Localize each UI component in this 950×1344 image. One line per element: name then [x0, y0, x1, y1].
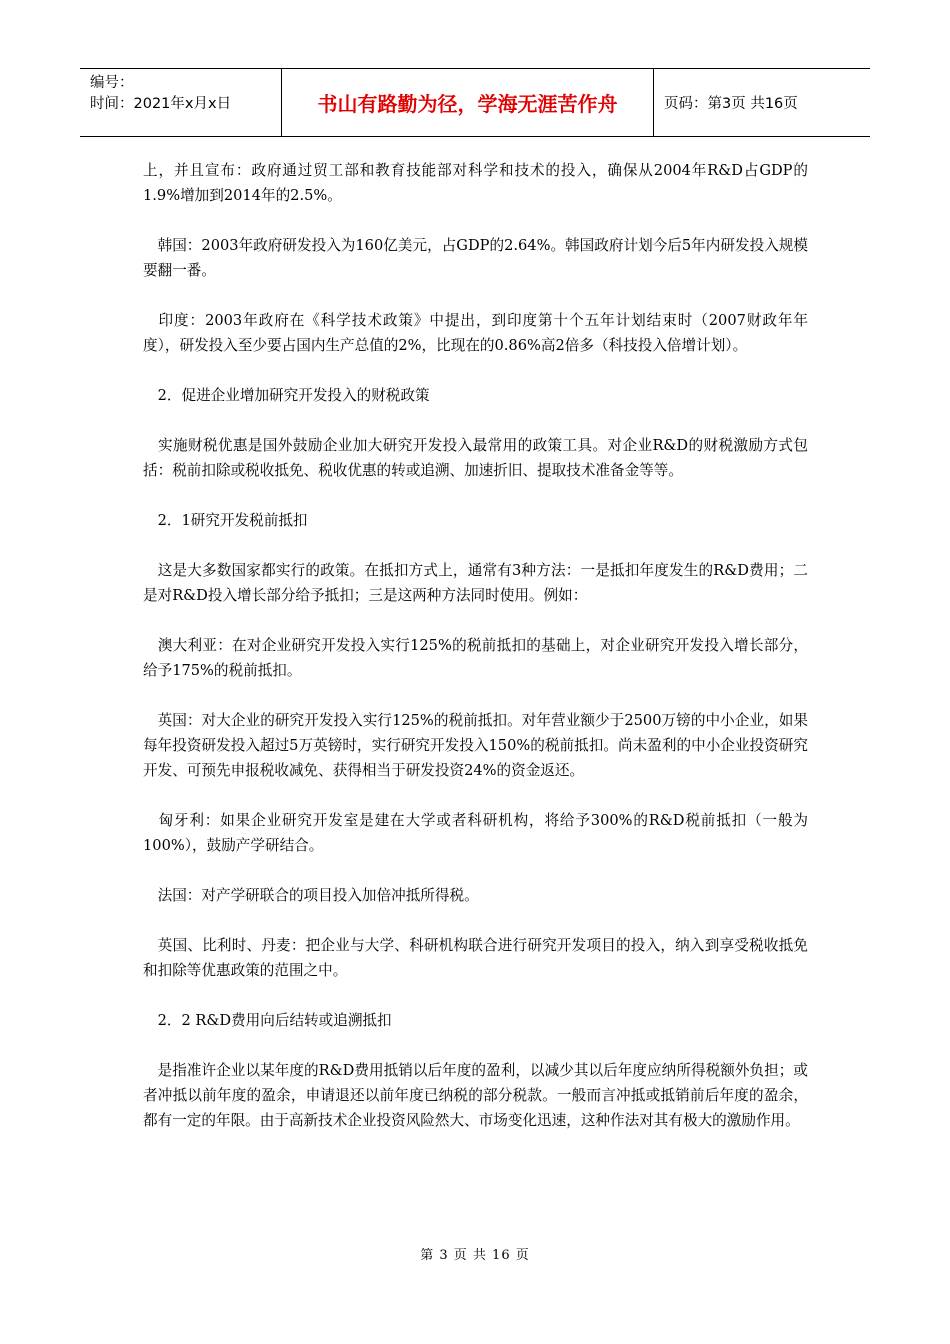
- paragraph: 澳大利亚：在对企业研究开发投入实行125%的税前抵扣的基础上，对企业研究开发投入增长部分，给予175%的税前抵扣。: [143, 637, 808, 679]
- paragraph: 韩国：2003年政府研发投入为160亿美元，占GDP的2.64%。韩国政府计划今后5年内研发投入规模要翻一番。: [143, 237, 808, 279]
- paragraph: 英国、比利时、丹麦：把企业与大学、科研机构联合进行研究开发项目的投入，纳入到享受税收抵免和扣除等优惠政策的范围之中。: [143, 937, 808, 979]
- document-time-label: 时间：2021年x月x日: [90, 96, 232, 112]
- document-body: [143, 158, 808, 1158]
- section-heading: 2．1研究开发税前抵扣: [143, 512, 308, 529]
- paragraph: 匈牙利：如果企业研究开发室是建在大学或者科研机构，将给予300%的R&D税前抵扣（一般为100%），鼓励产学研结合。: [143, 812, 808, 854]
- page-header: [80, 68, 870, 137]
- document-number-label: 编号：: [90, 75, 134, 91]
- header-page-code: 页码：第3页 共16页: [664, 96, 798, 112]
- page-footer: 第 3 页 共 16 页: [420, 1248, 530, 1263]
- paragraph: 英国：对大企业的研究开发投入实行125%的税前抵扣。对年营业额少于2500万镑的中小企业，如果每年投资研发投入超过5万英镑时，实行研究开发投入150%的税前抵扣。尚未盈利的中小企业投资研究开发、可预先申报税收减免、获得相当于研发投资24%的资金返还。: [143, 712, 808, 779]
- section-heading: 2．2 R&D费用向后结转或追溯抵扣: [143, 1012, 392, 1029]
- paragraph: 印度：2003年政府在《科学技术政策》中提出，到印度第十个五年计划结束时（2007财政年年度），研发投入至少要占国内生产总值的2%，比现在的0.86%高2倍多（科技投入倍增计划）。: [143, 312, 808, 354]
- paragraph: 上，并且宣布：政府通过贸工部和教育技能部对科学和技术的投入，确保从2004年R&D占GDP的1.9%增加到2014年的2.5%。: [143, 162, 808, 204]
- header-meta: [80, 69, 282, 136]
- paragraph: 实施财税优惠是国外鼓励企业加大研究开发投入最常用的政策工具。对企业R&D的财税激励方式包括：税前扣除或税收抵免、税收优惠的转或追溯、加速折旧、提取技术准备金等等。: [143, 437, 808, 479]
- paragraph: 是指准许企业以某年度的R&D费用抵销以后年度的盈利，以减少其以后年度应纳所得税额外负担；或者冲抵以前年度的盈余，申请退还以前年度已纳税的部分税款。一般而言冲抵或抵销前后年度的盈余，都有一定的年限。由于高新技术企业投资风险然大、市场变化迅速，这种作法对其有极大的激励作用。: [143, 1062, 808, 1129]
- paragraph: 这是大多数国家都实行的政策。在抵扣方式上，通常有3种方法：一是抵扣年度发生的R&D费用；二是对R&D投入增长部分给予抵扣；三是这两种方法同时使用。例如：: [143, 562, 808, 604]
- paragraph: 法国：对产学研联合的项目投入加倍冲抵所得税。: [143, 887, 479, 904]
- header-motto: 书山有路勤为径，学海无涯苦作舟: [282, 69, 654, 136]
- section-heading: 2．促进企业增加研究开发投入的财税政策: [143, 387, 430, 404]
